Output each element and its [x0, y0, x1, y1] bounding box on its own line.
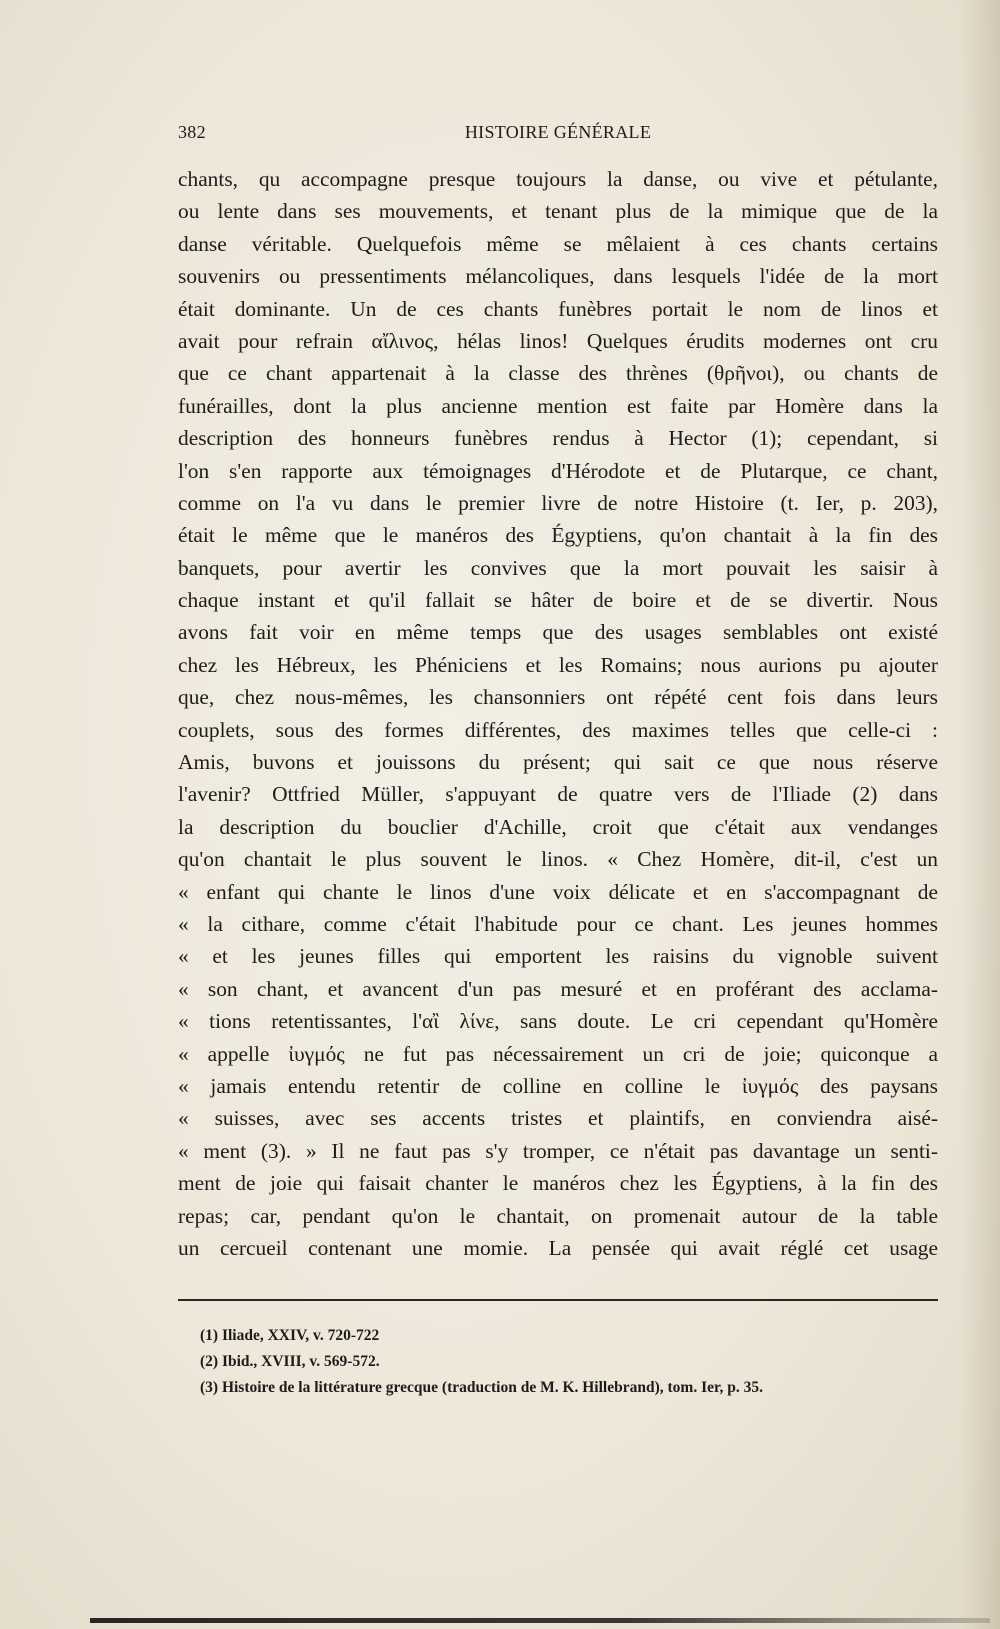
body-line: ment de joie qui faisait chanter le manéros chez les Égyptiens, à la fin des	[178, 1171, 938, 1196]
body-line: l'on s'en rapporte aux témoignages d'Hérodote et de Plutarque, ce chant,	[178, 458, 938, 483]
body-line: qu'on chantait le plus souvent le linos. « Chez Homère, dit-il, c'est un	[178, 847, 938, 872]
body-line: chaque instant et qu'il fallait se hâter de boire et de se divertir. Nous	[178, 588, 938, 613]
body-line: « ment (3). » Il ne faut pas s'y tromper, ce n'était pas davantage un senti-	[178, 1138, 938, 1163]
body-line: ou lente dans ses mouvements, et tenant plus de la mimique que de la	[178, 199, 938, 224]
body-line: était le même que le manéros des Égyptiens, qu'on chantait à la fin des	[178, 523, 938, 548]
body-line: « suisses, avec ses accents tristes et plaintifs, en conviendra aisé-	[178, 1106, 938, 1131]
body-line: funérailles, dont la plus ancienne mention est faite par Homère dans la	[178, 393, 938, 418]
body-line: couplets, sous des formes différentes, des maximes telles que celle-ci :	[178, 717, 938, 742]
body-line: chants, qu accompagne presque toujours la danse, ou vive et pétulante,	[178, 167, 938, 191]
page-header	[178, 122, 938, 152]
body-line: « appelle ἰυγμός ne fut pas nécessairement un cri de joie; quiconque a	[178, 1041, 938, 1066]
body-line: que, chez nous-mêmes, les chansonniers ont répété cent fois dans leurs	[178, 685, 938, 710]
body-line: l'avenir? Ottfried Müller, s'appuyant de quatre vers de l'Iliade (2) dans	[178, 782, 938, 807]
running-head: HISTOIRE GÉNÉRALE	[464, 122, 652, 142]
body-line: un cercueil contenant une momie. La pensée qui avait réglé cet usage	[178, 1235, 938, 1260]
body-line: « jamais entendu retentir de colline en colline le ἰυγμός des paysans	[178, 1073, 938, 1098]
body-line: repas; car, pendant qu'on le chantait, on promenait autour de la table	[178, 1203, 938, 1228]
body-text	[178, 163, 938, 1264]
footnote-rule	[178, 1299, 938, 1301]
body-line: description des honneurs funèbres rendus à Hector (1); cependant, si	[178, 426, 938, 451]
page-number: 382	[178, 122, 206, 142]
footnote: (3) Histoire de la littérature grecque (traduction de M. K. Hillebrand), tom. Ier, p. 35.	[200, 1379, 763, 1396]
body-line: danse véritable. Quelquefois même se mêlaient à ces chants certains	[178, 231, 938, 256]
footnotes	[200, 1323, 920, 1401]
body-line: chez les Hébreux, les Phéniciens et les Romains; nous aurions pu ajouter	[178, 652, 938, 677]
body-line: avait pour refrain αἴλινος, hélas linos! Quelques érudits modernes ont cru	[178, 328, 938, 353]
body-line: « tions retentissantes, l'αἲ λίνε, sans doute. Le cri cependant qu'Homère	[178, 1009, 938, 1034]
body-line: banquets, pour avertir les convives que la mort pouvait les saisir à	[178, 555, 938, 580]
footnote: (2) Ibid., XVIII, v. 569-572.	[200, 1353, 380, 1370]
body-line: que ce chant appartenait à la classe des thrènes (θρῆνοι), ou chants de	[178, 361, 938, 386]
body-line: la description du bouclier d'Achille, croit que c'était aux vendanges	[178, 814, 938, 839]
body-line: avons fait voir en même temps que des usages semblables ont existé	[178, 620, 938, 645]
body-line: « la cithare, comme c'était l'habitude pour ce chant. Les jeunes hommes	[178, 911, 938, 936]
body-line: « et les jeunes filles qui emportent les raisins du vignoble suivent	[178, 944, 938, 969]
body-line: comme on l'a vu dans le premier livre de notre Histoire (t. Ier, p. 203),	[178, 490, 938, 515]
footnote: (1) Iliade, XXIV, v. 720-722	[200, 1327, 380, 1344]
body-line: « enfant qui chante le linos d'une voix délicate et en s'accompagnant de	[178, 879, 938, 904]
body-line: souvenirs ou pressentiments mélancoliques, dans lesquels l'idée de la mort	[178, 264, 938, 289]
body-line: Amis, buvons et jouissons du présent; qui sait ce que nous réserve	[178, 750, 938, 775]
scan-edge-mark	[90, 1618, 990, 1623]
page-edge-shadow	[960, 0, 1000, 1629]
body-line: était dominante. Un de ces chants funèbres portait le nom de linos et	[178, 296, 938, 321]
body-line: « son chant, et avancent d'un pas mesuré et en proférant des acclama-	[178, 976, 938, 1001]
